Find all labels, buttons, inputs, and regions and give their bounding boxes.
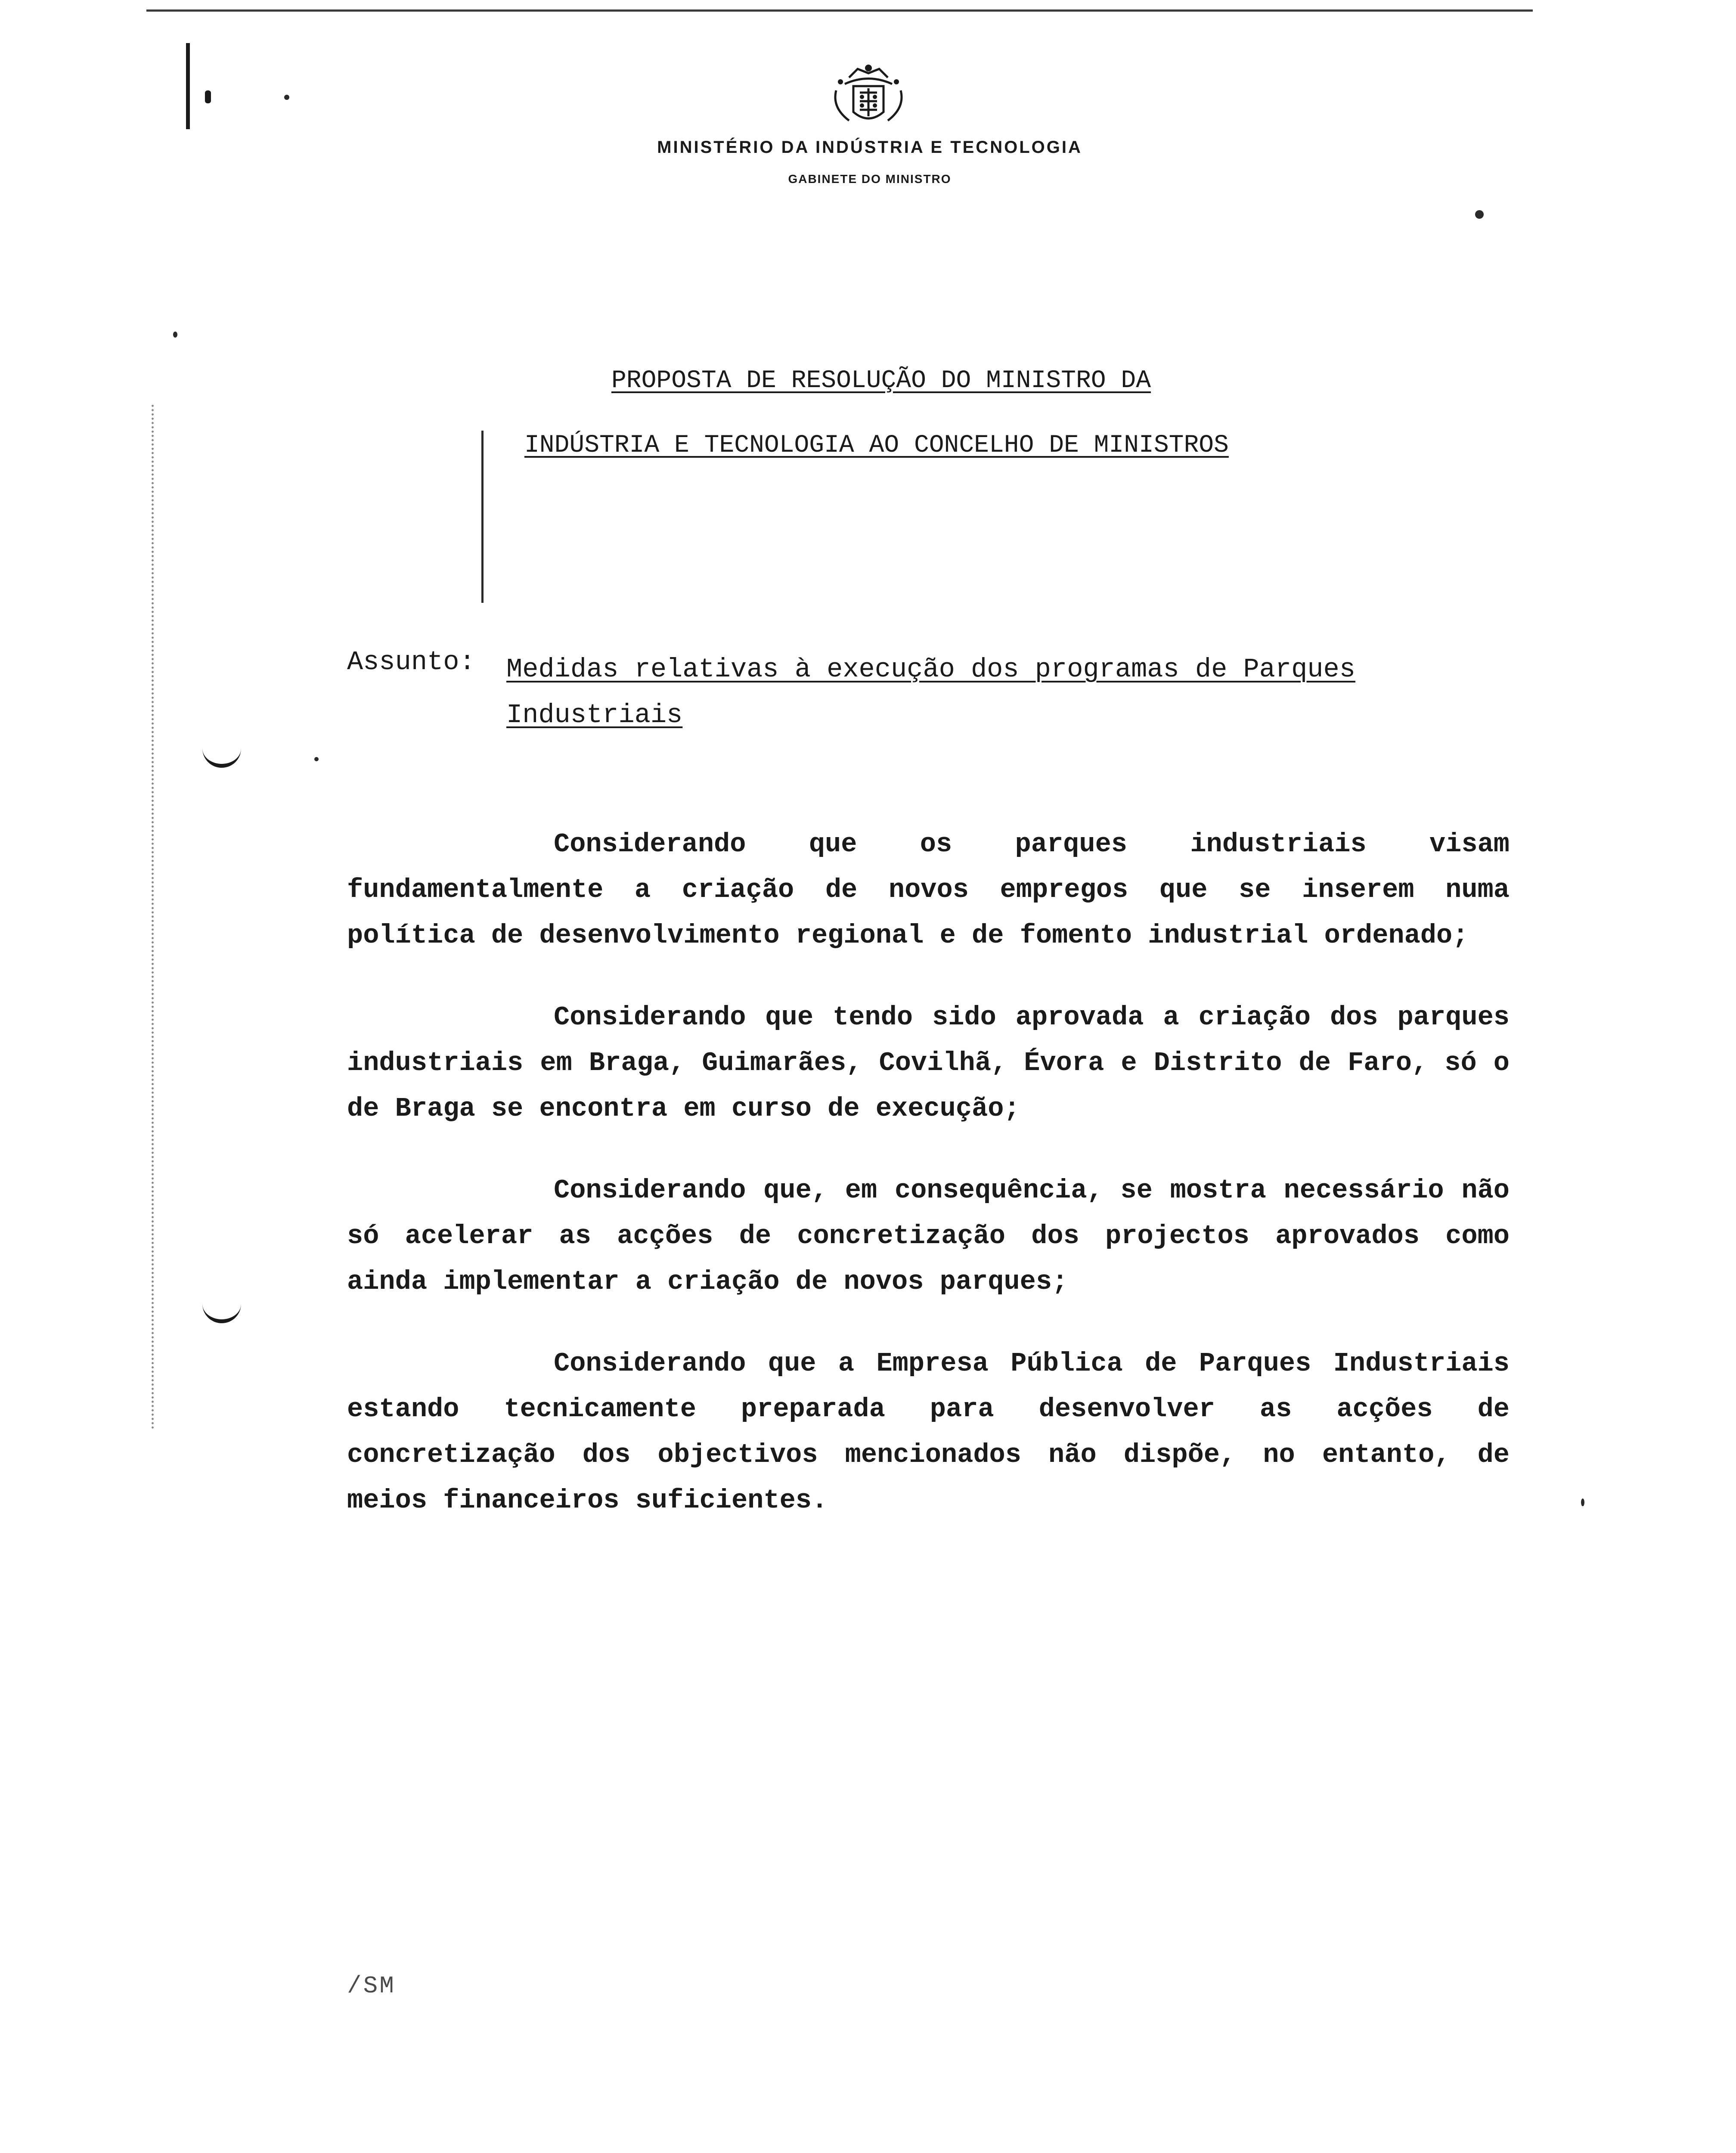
paragraph: Considerando que a Empresa Pública de Parques Industriais estando tecnicamente preparada para desenvolver as acções de concretização dos objectivos mencionados não dispõe, no entanto, de meios financeiros suficientes.: [347, 1348, 1510, 1516]
paragraph: Considerando que os parques industriais visam fundamentalmente a criação de novos empregos que se inserem numa política de desenvolvimento regional e de fomento industrial ordenado;: [347, 829, 1510, 951]
punch-hole-mark: [202, 1300, 241, 1323]
punch-hole-mark: [202, 745, 241, 768]
office-letterhead: GABINETE DO MINISTRO: [788, 172, 952, 186]
author-initials: /SM: [347, 1972, 396, 2000]
scan-speck: [284, 95, 289, 100]
margin-vertical-line: [481, 431, 484, 603]
paragraph: Considerando que tendo sido aprovada a criação dos parques industriais em Braga, Guimarães, Covilhã, Évora e Distrito de Faro, só o de Braga se encontra em curso de execução;: [347, 1002, 1510, 1124]
coat-of-arms-icon: [823, 60, 914, 133]
scan-speck: [1581, 1498, 1584, 1506]
subject-label: Assunto:: [347, 647, 475, 677]
scan-speck: [314, 757, 319, 761]
left-margin-dotted-line: [152, 405, 154, 1430]
paragraph: Considerando que, em consequência, se mostra necessário não só acelerar as acções de concretização dos projectos aprovados como ainda implementar a criação de novos parques;: [347, 1175, 1510, 1297]
document-title-line-2: INDÚSTRIA E TECNOLOGIA AO CONCELHO DE MINISTROS: [524, 431, 1229, 459]
subject-text: Medidas relativas à execução dos programas de Parques Industriais: [506, 654, 1355, 730]
scan-edge-mark: [186, 43, 190, 129]
top-border-rule: [146, 9, 1533, 12]
scan-speck: [1475, 210, 1484, 219]
ministry-letterhead: MINISTÉRIO DA INDÚSTRIA E TECNOLOGIA: [657, 138, 1082, 157]
document-title-line-1: PROPOSTA DE RESOLUÇÃO DO MINISTRO DA: [611, 367, 1151, 395]
scan-speck: [173, 332, 177, 338]
scan-edge-mark: [205, 90, 211, 103]
